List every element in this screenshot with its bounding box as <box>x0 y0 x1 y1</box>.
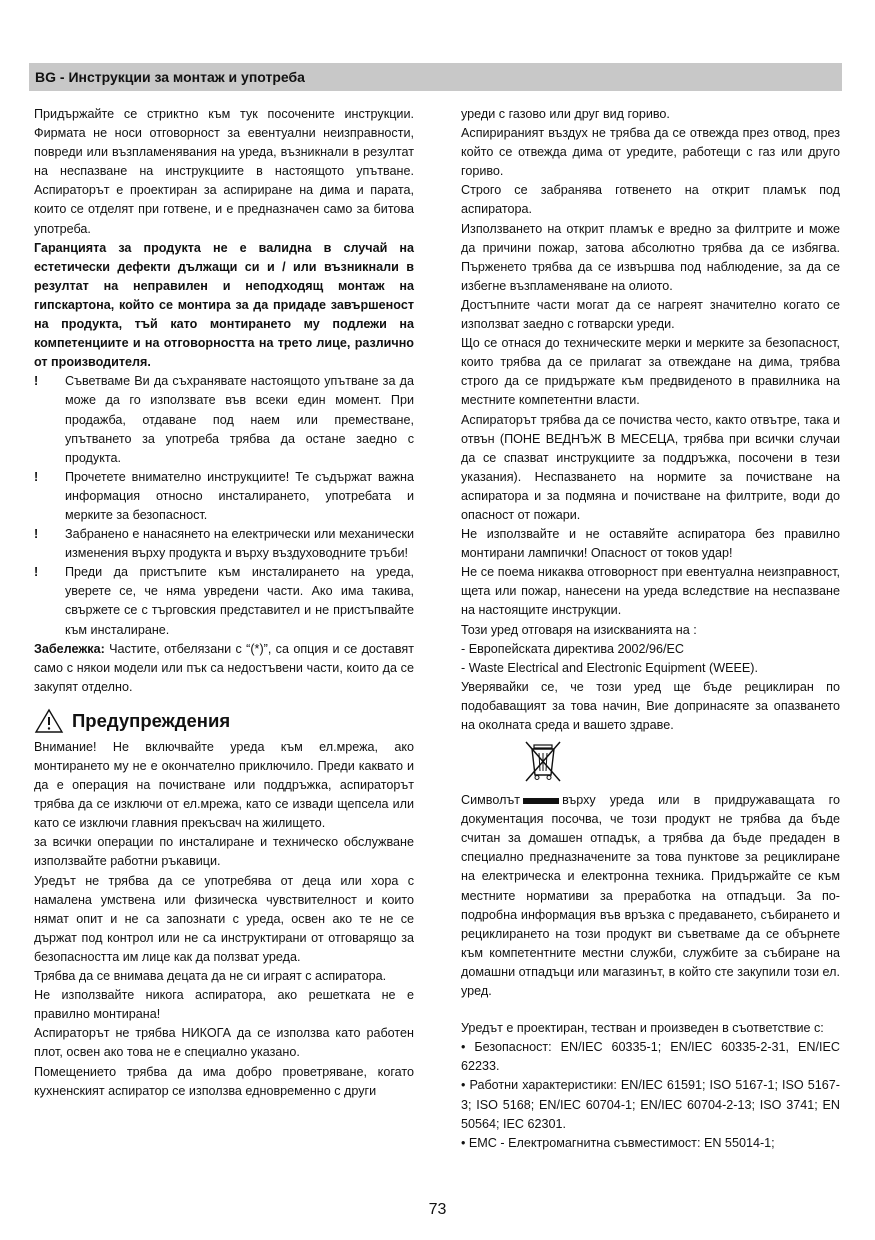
paragraph: Използването на открит пламък е вредно за филтрите и може да причини пожар, затова абсолютно трябва да се избягва. Пърженето трябва да се извършва под наблюдение, за да се избегне възпламеняване на олиото. <box>461 221 840 293</box>
compliance-intro: Уредът е проектиран, тестван и произведен в съответствие с: <box>461 1021 824 1036</box>
warning-paragraph: Помещението трябва да има добро проветряване, когато кухненският аспиратор се използва едновременно с други <box>34 1064 414 1098</box>
compliance-item: • Безопасност: EN/IEC 60335-1; EN/IEC 60335-2-31, EN/IEC 62233. <box>461 1040 840 1074</box>
list-item <box>34 468 414 525</box>
paragraph: Аспирираният въздух не трябва да се отвежда през отвод, през който се отвежда дима от уредите, работещи с газ или друго гориво. <box>461 126 840 179</box>
warning-paragraph: Трябва да се внимава децата да не си играят с аспиратора. <box>34 969 387 984</box>
weee-crossed-bin-icon <box>523 739 840 789</box>
exclamation-icon: ! <box>34 565 39 580</box>
note-text: Частите, отбелязани с “(*)”, са опция и се доставят само с някои модели или пък са недостъвени части, които да се закупят отделно. <box>34 641 414 694</box>
section-header <box>29 63 842 91</box>
paragraph: Уверявайки се, че този уред ще бъде рециклиран по подобаващият за това начин, Вие допринасяте за опазването на околната среда и вашето здраве. <box>461 679 840 732</box>
warning-paragraph: за всички операции по инсталиране и техническо обслужване използвайте работни ръкавици. <box>34 835 414 869</box>
paragraph: Не се поема никаква отговорност при евентуална неизправност, щета или пожар, нанесени на уреда вследствие на неспазване на настоящите инструкции. <box>461 565 840 618</box>
section-title: BG - Инструкции за монтаж и употреба <box>35 69 305 85</box>
list-item <box>34 563 414 639</box>
paragraph: Не използвайте и не оставяйте аспиратора без правилно монтирани лампички! Опасност от токов удар! <box>461 527 840 561</box>
compliance-item: • EMC - Електромагнитна съвместимост: EN 55014-1; <box>461 1135 775 1150</box>
list-item-text: Забранено е нанасянето на електрически или механически изменения върху продукта и върху въздуховодните тръби! <box>65 527 414 561</box>
warning-paragraph: Не използвайте никога аспиратора, ако решетката не е правилно монтирана! <box>34 988 414 1022</box>
warning-paragraph: Аспираторът не трябва НИКОГА да се използва като работен плот, освен ако това не е специално указано. <box>34 1026 414 1060</box>
note-paragraph <box>34 640 414 697</box>
list-item-text: Преди да пристъпите към инсталирането на уреда, уверете се, че няма увредени части. Ако има такива, свържете се с търговския представител и не пристъпвайте към инсталиране. <box>65 565 414 637</box>
symbol-text: върху уреда или в придружаващата го документация посочва, че този продукт не трябва да бъде считан за домашен отпадък, а трябва да бъде предаден в специално предназначените за това пунктове за рециклиране на електрическа и електронна техника. Придържайте се към местните нормативи за преработка на отпадъци. За по-подробна информация във връзка с предаването, събирането и рециклирането на този продукт ви съветваме да се обърнете към компетентните местни служби, службите за събиране на домашни отпадъци или магазинът, в който сте закупили този ел. уред. <box>461 793 840 999</box>
right-column <box>461 105 840 1153</box>
paragraph: - Waste Electrical and Electronic Equipment (WEEE). <box>461 660 758 675</box>
list-item-text: Съветваме Ви да съхранявате настоящото упътване за да може да го използвате във всеки един момент. При продажба, отдаване под наем или преместване, упътването за употреба трябва да остане заедно с продукта. <box>65 374 414 465</box>
left-column <box>34 105 414 1101</box>
exclamation-icon: ! <box>34 469 39 484</box>
symbol-prefix: Символът <box>461 793 521 808</box>
warranty-paragraph: Гаранцията за продукта не е валидна в случай на естетически дефекти дължащи си и / или възникнали в резултат на неправилен и неподходящ монтаж на гипскартона, който се монтира за да придаде завършеност на продукта, тъй като монтирането му подлежи на компетенциите и на отговорността на трето лице, различно от производителя. <box>34 240 414 370</box>
paragraph: Аспираторът трябва да се почиства често, както отвътре, така и отвън (ПОНЕ ВЕДНЪЖ В МЕСЕЦА, трябва при всички случаи да се спазват инструкциите за поддръжка, посочени в тези указания). Неспазването на нормите за почистване на аспиратора и за подмяна и почистване на филтрите, води до опасност от пожари. <box>461 412 840 522</box>
paragraph: - Европейската директива 2002/96/EC <box>461 641 685 656</box>
note-label: Забележка: <box>34 641 105 656</box>
list-item <box>34 372 414 467</box>
warnings-heading <box>34 707 414 735</box>
page-number: 73 <box>428 1201 447 1218</box>
black-bar-icon <box>523 798 559 804</box>
paragraph: Достъпните части могат да се нагреят значително когато се използват заедно с готварски уреди. <box>461 297 840 332</box>
compliance-item: • Работни характеристики: EN/IEC 61591; ISO 5167-1; ISO 5167-3; ISO 5168; EN/IEC 60704-1; EN/IEC 60704-2-13; ISO 3741; EN 50564; IEC 62301. <box>461 1078 840 1131</box>
exclamation-icon: ! <box>34 527 39 542</box>
exclamation-icon: ! <box>34 374 39 389</box>
symbol-paragraph <box>461 791 840 1001</box>
list-item <box>34 525 414 563</box>
paragraph: Този уред отговаря на изискванията на : <box>461 622 697 637</box>
list-item-text: Прочетете внимателно инструкциите! Те съдържат важна информация относно инсталирането, употребата и мерките за безопасност. <box>65 469 414 522</box>
warnings-title: Предупреждения <box>72 710 231 732</box>
intro-paragraph: Придържайте се стриктно към тук посочените инструкции. Фирмата не носи отговорност за евентуални неизправности, повреди или възпламенявания на уреда, възникнали в резултат на неспазване на инструкциите в настоящото упътване. Аспираторът е проектиран за аспириране на дима и парата, които се отделят при готвене, и е предназначен само за битова употреба. <box>34 107 414 236</box>
warning-paragraph: Внимание! Не включвайте уреда към ел.мрежа, ако монтирането му не е окончателно приключило. Преди каквато и да е операция на почистване или поддръжка, аспираторът трябва да се изключи от ел.мрежа, като се извади щепсела или като се изключи главния прекъсвач на жилището. <box>34 739 414 831</box>
paragraph: Строго се забранява готвенето на открит пламък под аспиратора. <box>461 183 840 217</box>
warning-paragraph: Уредът не трябва да се употребява от деца или хора с намалена умствена или физическа чувствителност и които нямат опит и не са запознати с уреда, освен ако те не се държат под контрол или не са инструктирани от отговарящо за безопасността им лице как да ползват уреда. <box>34 873 414 964</box>
paragraph: Що се отнася до техническите мерки и мерките за безопасност, които трябва да се прилагат за отвеждане на дима, трябва строго да се придържате към предвиденото в правилника на местните компетентни власти. <box>461 336 840 408</box>
paragraph: уреди с газово или друг вид гориво. <box>461 107 670 121</box>
warning-triangle-icon <box>34 708 64 734</box>
